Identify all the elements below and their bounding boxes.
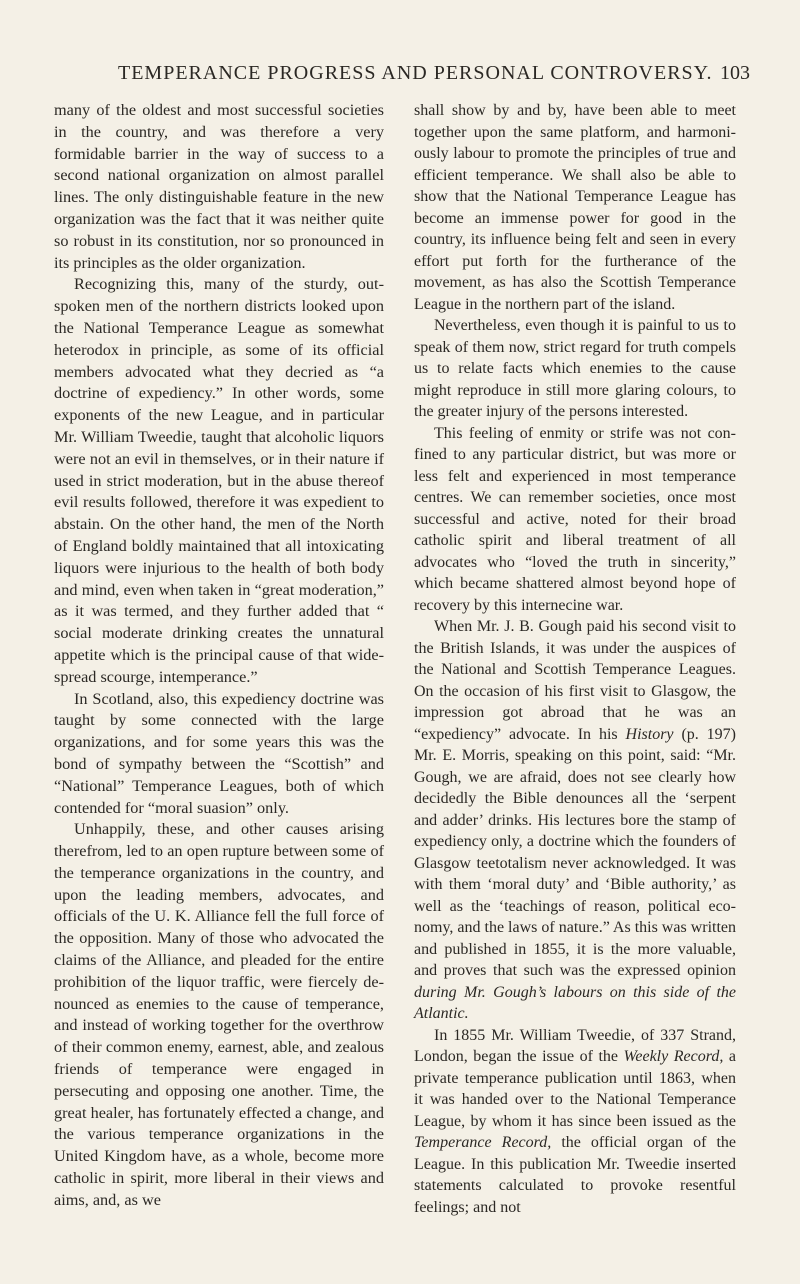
paragraph: Recognizing this, many of the sturdy, outspoken men of the northern districts looked upon the National Temperance League as somewhat heterodox in principle, as some of its official members advocated what they decried as “a doctrine of expediency.” In other words, some exponents of the new League, and in particular Mr. William Tweedie, taught that alcoholic liquors were not an evil in themselves, or in their nature if used in strict moderation, but in the abuse thereof evil results followed, therefore it was expedient to abstain. On the other hand, the men of the North of England boldly maintained that all intoxicating liquors were injurious to the health of both body and mind, even when taken in “great moderation,” as it was termed, and they further added that “ social moderate drinking creates the unnatural appetite which is the principal cause of that wide-spread scourge, intemperance.”: [54, 275, 384, 686]
page-number: 103: [720, 62, 750, 84]
paragraph: In Scotland, also, this expediency doctrine was taught by some connected with the large organizations, and for some years this was the bond of sympathy between the “Scottish” and “National” Temperance Leagues, both of which contended for “moral suasion” only.: [54, 689, 384, 817]
paragraph: [414, 1025, 736, 1219]
book-title-history: History: [625, 725, 674, 743]
page-header: [118, 62, 758, 88]
paragraph: [414, 616, 736, 1025]
running-title: TEMPERANCE PROGRESS AND PERSONAL CONTROVERSY.: [118, 62, 713, 84]
paragraph: Nevertheless, even though it is painful to us to speak of them now, strict regard for truth compels us to relate facts which enemies to the cause might reproduce in still more glaring colours, to the greater injury of the persons interested.: [414, 317, 736, 420]
publication-title-temperance-record: Temperance Record,: [414, 1134, 552, 1151]
text-run: (p. 197) Mr. E. Morris, speaking on this point, said: “Mr. Gough, we are afraid, does not see clearly how decidedly the Bible denounces all the ‘serpent and adder’ drinks. His lectures bore the stamp of expediency only, a doctrine which the founders of Glasgow teetotalism never acknowledged. It was with them ‘moral duty’ and ‘Bible authority,’ as well as the ‘teachings of reason, political economy, and the laws of nature.” As this was written and published in 1855, it is the more valuable, and proves that such was the expressed opinion: [414, 725, 737, 979]
italic-phrase: during Mr. Gough’s labours on this side of the Atlantic.: [414, 983, 736, 1022]
left-column: [54, 100, 384, 1212]
text-run: a private temperance publication until 1863, when it was handed over to the National Temperance League, by whom it has since been issued as the: [414, 1048, 736, 1130]
publication-title-weekly-record: Weekly Record,: [623, 1048, 724, 1065]
text-run: the official organ of the League. In this publication Mr. Tweedie inserted statements calculated to provoke resentful feelings; and not: [414, 1134, 736, 1216]
paragraph: Unhappily, these, and other causes arising therefrom, led to an open rupture between some of the temperance organizations in the country, and upon the leading members, advocates, and officials of the U. K. Alliance fell the full force of the opposition. Many of those who advocated the claims of the Alliance, and pleaded for the entire prohibition of the liquor traffic, were fiercely denounced as enemies to the cause of temperance, and instead of working together for the overthrow of their common enemy, earnest, able, and zealous friends of temperance were engaged in persecuting and opposing one another. Time, the great healer, has fortunately effected a change, and the various temperance organizations in the United Kingdom have, as a whole, become more catholic in spirit, more liberal in their views and aims, and, as we: [54, 820, 384, 1209]
paragraph: shall show by and by, have been able to meet together upon the same platform, and harmoniously labour to promote the principles of true and efficient temperance. We shall also be able to show that the National Temperance League has become an immense power for good in the country, its influence being felt and seen in every effort put forth for the furtherance of the movement, as has also the Scottish Temperance League in the northern part of the island.: [414, 102, 736, 313]
paragraph: many of the oldest and most successful societies in the country, and was therefore a very formidable barrier in the way of success to a second national organization on almost parallel lines. The only distinguishable feature in the new organization was the fact that it was neither quite so robust in its constitution, nor so pronounced in its principles as the older organization.: [54, 101, 384, 272]
paragraph: This feeling of enmity or strife was not confined to any particular district, but was more or less felt and experienced in most temperance centres. We can remember societies, once most successful and active, noted for their broad catholic spirit and liberal treatment of all advocates who “loved the truth in sincerity,” which became shattered almost beyond hope of recovery by this internecine war.: [414, 424, 736, 614]
right-column: [414, 100, 736, 1218]
text-run: In 1855 Mr. William Tweedie, of 337 Strand, London, began the issue of the: [414, 1026, 736, 1065]
text-run: When Mr. J. B. Gough paid his second visit to the British Islands, it was under the auspices of the National and Scottish Temperance Leagues. On the occasion of his first visit to Glasgow, the impression got abroad that he was an “expediency” advocate. In his: [414, 618, 736, 743]
